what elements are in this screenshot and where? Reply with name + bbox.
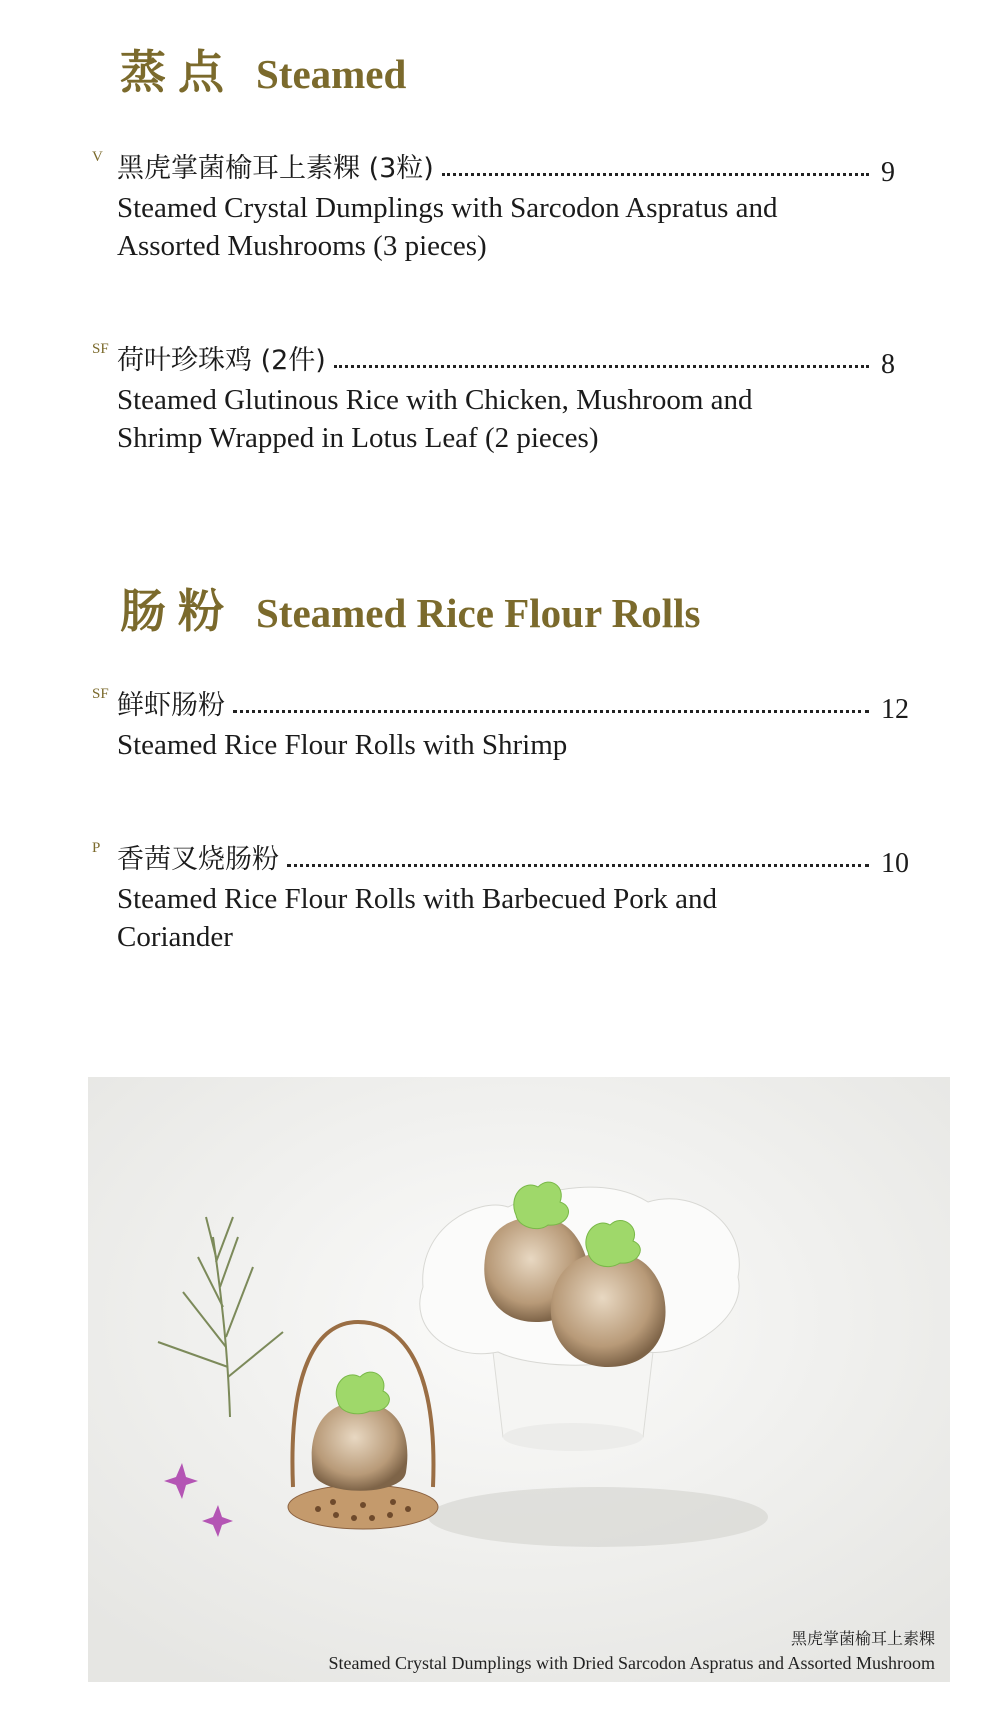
dot-leader — [287, 864, 869, 867]
menu-item-en: Steamed Rice Flour Rolls with Barbecued Pork and Coriander — [117, 883, 718, 953]
diet-tag: SF — [92, 341, 109, 357]
diet-tag: P — [92, 840, 101, 856]
photo-caption-zh: 黑虎掌菌榆耳上素粿 — [790, 1629, 935, 1648]
menu-item-zh: 鲜虾肠粉 — [117, 690, 225, 721]
menu-item-price: 12 — [881, 694, 909, 725]
diet-tag: V — [92, 149, 103, 165]
menu-item-zh: 黑虎掌菌榆耳上素粿 (3粒) — [117, 153, 434, 184]
section-title-rice-rolls — [120, 575, 701, 641]
section-title-en: Steamed — [256, 51, 407, 97]
dot-leader — [233, 710, 869, 713]
section-title-zh: 蒸点 — [120, 45, 236, 99]
menu-item-price: 9 — [881, 157, 895, 188]
food-photo — [88, 1077, 950, 1682]
menu-item-line — [117, 337, 877, 377]
menu-item-line — [117, 836, 877, 876]
dot-leader — [334, 365, 869, 368]
diet-tag: SF — [92, 686, 109, 702]
menu-item-en: Steamed Rice Flour Rolls with Shrimp — [117, 729, 568, 761]
menu-item-price: 8 — [881, 349, 895, 380]
menu-item-price: 10 — [881, 848, 909, 879]
menu-item-zh: 荷叶珍珠鸡 (2件) — [117, 345, 326, 376]
menu-item-line — [117, 682, 877, 722]
photo-caption-en: Steamed Crystal Dumplings with Dried Sarcodon Aspratus and Assorted Mushroom — [328, 1653, 935, 1673]
dot-leader — [442, 173, 869, 176]
section-title-steamed — [120, 36, 406, 102]
dumplings-illustration — [88, 1077, 950, 1682]
section-title-en: Steamed Rice Flour Rolls — [256, 590, 701, 636]
section-title-zh: 肠粉 — [120, 584, 236, 638]
menu-item-zh: 香茜叉烧肠粉 — [117, 844, 279, 875]
menu-item-en: Steamed Crystal Dumplings with Sarcodon Aspratus and Assorted Mushrooms (3 pieces) — [117, 192, 778, 262]
menu-item-line — [117, 145, 877, 185]
menu-item-en: Steamed Glutinous Rice with Chicken, Mushroom and Shrimp Wrapped in Lotus Leaf (2 pieces) — [117, 384, 753, 454]
